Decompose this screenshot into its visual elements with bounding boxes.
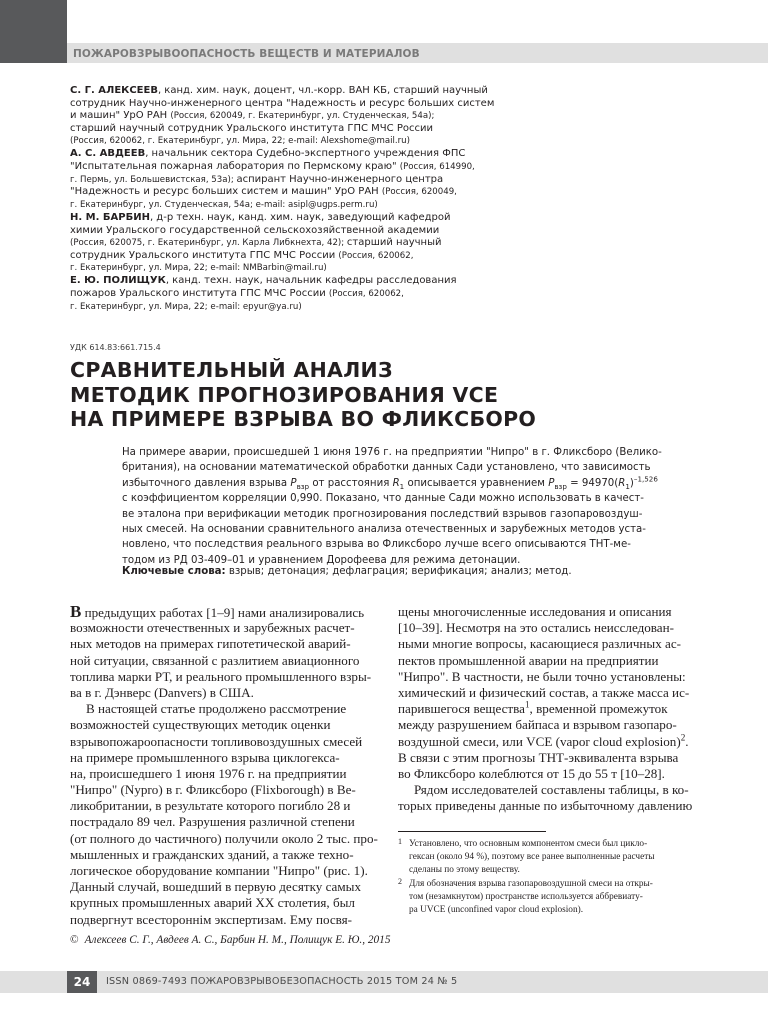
footnotes [398, 838, 700, 919]
body-line: Рядом исследователей составлены таблицы, в ко- [414, 782, 689, 798]
title-line: НА ПРИМЕРЕ ВЗРЫВА ВО ФЛИКСБОРО [70, 407, 537, 431]
body-line: взрывопожароопасности топливовоздушных смесей [70, 733, 363, 749]
author-avdeev: А. С. АВДЕЕВ, начальник сектора Судебно-экспертного учреждения ФПС "Испытательная пожарная лаборатория по Пермскому краю" (Россия, 614990, г. Пермь, ул. Большевистская, 53а); аспирант Научно-инженерного центра "Надежность и ресурс больших систем и машин" УрО РАН (Россия, 620049, г. Екатеринбург, ул. Студенческая, 54а; e-mail: asipl@ugps.perm.ru) [70, 148, 475, 210]
footnote-line: гексан (около 94 %), поэтому все ранее выполненные расчеты [409, 851, 655, 862]
body-line: торых приведены данные по избыточному давлению [398, 798, 693, 814]
author-list [70, 85, 520, 314]
udc-code: УДК 614.83:661.715.4 [70, 343, 161, 352]
section-rubric: ПОЖАРОВЗРЫВООПАСНОСТЬ ВЕЩЕСТВ И МАТЕРИАЛОВ [73, 48, 420, 60]
keywords-text: взрыв; детонация; дефлаграция; верификация; анализ; метод. [225, 566, 572, 577]
body-line: мышленных и гражданских зданий, а также техно- [70, 846, 354, 862]
body-line: В связи с этим прогнозы ТНТ-эквивалента взрыва [398, 749, 679, 765]
body-line: ными многие вопросы, касающиеся различных ас- [398, 636, 682, 652]
body-line: на, происшедшего 1 июня 1976 г. на предприятии [70, 765, 347, 781]
header-dark-block [0, 0, 67, 63]
copyright-symbol: © [70, 934, 79, 946]
footnote [398, 878, 700, 916]
body-column-right [398, 604, 700, 814]
body-line: логическое оборудование компании "Нипро" (рис. 1). [70, 863, 368, 878]
journal-footer: ISSN 0869-7493 ПОЖАРОВЗРЫВОБЕЗОПАСНОСТЬ 2015 ТОМ 24 № 5 [106, 976, 458, 987]
body-line: возможностей существующих методик оценки [70, 717, 331, 733]
body-line: топлива марки РТ, и реального промышленного взры- [70, 668, 372, 684]
copyright [70, 934, 390, 946]
author-name: А. С. АВДЕЕВ [70, 148, 146, 160]
author-alekseev: С. Г. АЛЕКСЕЕВ, канд. хим. наук, доцент, чл.-корр. ВАН КБ, старший научный сотрудник Научно-инженерного центра "Надежность и ресурс больших систем и машин" УрО РАН (Россия, 620049, г. Екатеринбург, ул. Студенческая, 54а); старший научный сотрудник Уральского института ГПС МЧС России (Россия, 620062, г. Екатеринбург, ул. Мира, 22; e-mail: Alexshome@mail.ru) [70, 85, 495, 147]
title-line: МЕТОДИК ПРОГНОЗИРОВАНИЯ VCE [70, 382, 499, 407]
title-line: СРАВНИТЕЛЬНЫЙ АНАЛИЗ [70, 358, 393, 382]
article-title [70, 358, 690, 432]
body-line: химический и физический состав, а также масса ис- [398, 684, 690, 700]
drop-cap: В [70, 602, 82, 621]
author-name: Е. Ю. ПОЛИЩУК [70, 275, 166, 287]
body-column-left [70, 602, 378, 928]
footnote-line: Установлено, что основным компонентом смеси был цикло- [409, 839, 648, 849]
body-line: (от полного до частичного) получили около 2 тыс. про- [70, 830, 378, 846]
body-line: [10–39]. Несмотря на это остались неисследован- [398, 620, 674, 636]
author-polishchuk: Е. Ю. ПОЛИЩУК, канд. техн. наук, начальник кафедры расследования пожаров Уральского института ГПС МЧС России (Россия, 620062, г. Екатеринбург, ул. Мира, 22; e-mail: epyur@ya.ru) [70, 275, 457, 312]
footnote-rule [398, 831, 546, 832]
footnote [398, 838, 700, 876]
body-line: В настоящей статье продолжено рассмотрение [86, 701, 347, 717]
body-line: "Нипро". В частности, не были точно установлены: [398, 668, 686, 684]
footnote-line: том (незамкнутом) пространстве используется аббревиату- [409, 892, 643, 903]
footnote-line: сделаны по этому веществу. [409, 864, 520, 875]
body-line: щены многочисленные исследования и описания [398, 604, 672, 619]
body-line: крупных промышленных аварий ХХ столетия, был [70, 895, 355, 911]
page-number: 24 [67, 971, 97, 993]
body-line: парившегося вещества$^1$, временной промежуток [398, 699, 668, 717]
body-line: "Нипро" (Nypro) в г. Фликсборо (Flixborough) в Ве- [70, 782, 356, 798]
keywords-label: Ключевые слова: [122, 566, 226, 577]
body-line: воздушной смеси, или VCE (vapor cloud explosion)$^2$. [398, 732, 689, 749]
body-line: ных методов на примерах гипотетической аварий- [70, 636, 351, 652]
footnote-mark: 2 [398, 877, 402, 887]
body-line: В предыдущих работах [1–9] нами анализировались [70, 602, 365, 621]
body-line: между разрушением байпаса и взрывом газопаро- [398, 717, 677, 733]
abstract-equation-line: избыточного давления взрыва $P_{взр}$ от расстояния $R_1$ описывается уравнением $P_{взр} = 94970(R_1)^{-1,526}$ [122, 474, 658, 491]
footnote-mark: 1 [398, 837, 402, 846]
author-name: Н. М. БАРБИН [70, 211, 150, 223]
body-line: возможности отечественных и зарубежных расчет- [70, 620, 355, 636]
body-line: ликобритании, в результате которого погибло 28 и [70, 798, 351, 814]
author-barbin: Н. М. БАРБИН, д-р техн. наук, канд. хим. наук, заведующий кафедрой химии Уральского государственной сельскохозяйственной академии (Россия, 620075, г. Екатеринбург, ул. Карла Либкнехта, 42); старший научный сотрудник Уральского института ГПС МЧС России (Россия, 620062, г. Екатеринбург, ул. Мира, 22; e-mail: NMBarbin@mail.ru) [70, 211, 451, 274]
body-line: ва в г. Дэнверс (Danvers) в США. [70, 684, 254, 700]
body-line: подвергнут всестороннім экспертизам. Ему посвя- [70, 911, 353, 927]
copyright-text: Алексеев С. Г., Авдеев А. С., Барбин Н. М., Полищук Е. Ю., 2015 [84, 934, 391, 946]
body-line: во Фликсборо колеблются от 15 до 55 т [10–28]. [398, 765, 665, 781]
abstract: На примере аварии, происшедшей 1 июня 1976 г. на предприятии "Нипро" в г. Фликсборо (Велико- британия), на основании математической обработки данных Сади установлено, что зависимость избыточного давления взрыва $P_{взр}$ от расстояния $R_1$ описывается уравнением $P_{взр} = 94970(R_1)^{-1,526}$ с коэффициентом корреляции 0,990. Показано, что данные Сади можно использовать в качест- ве эталона при верификации методик прогнозирования последствий взрывов газопаровоздуш- ных смесей. На основании сравнительного анализа отечественных и зарубежных методов уста- новлено, что последствия реального взрыва во Фликсборо лучше всего описываются ТНТ-ме- тодом из РД 03-409–01 и уравнением Дорофеева для режима детонации. [122, 445, 682, 568]
footnote-ref: 2 [680, 732, 686, 743]
footnote-line: Для обозначения взрыва газопаровоздушной смеси на откры- [409, 879, 653, 890]
body-line: пострадало 89 чел. Разрушения различной степени [70, 814, 355, 830]
body-line: на примере промышленного взрыва циклогекса- [70, 749, 340, 765]
body-line: пектов промышленной аварии на предприятии [398, 652, 659, 668]
author-name: С. Г. АЛЕКСЕЕВ [70, 85, 158, 96]
footnote-line: ра UVCE (unconfined vapor cloud explosion). [409, 904, 584, 915]
body-line: Данный случай, вошедший в первую десятку самых [70, 879, 361, 895]
body-line: ной ситуации, связанной с разлитием авиационного [70, 652, 360, 668]
footnote-ref: 1 [524, 699, 530, 710]
keywords [122, 566, 682, 577]
